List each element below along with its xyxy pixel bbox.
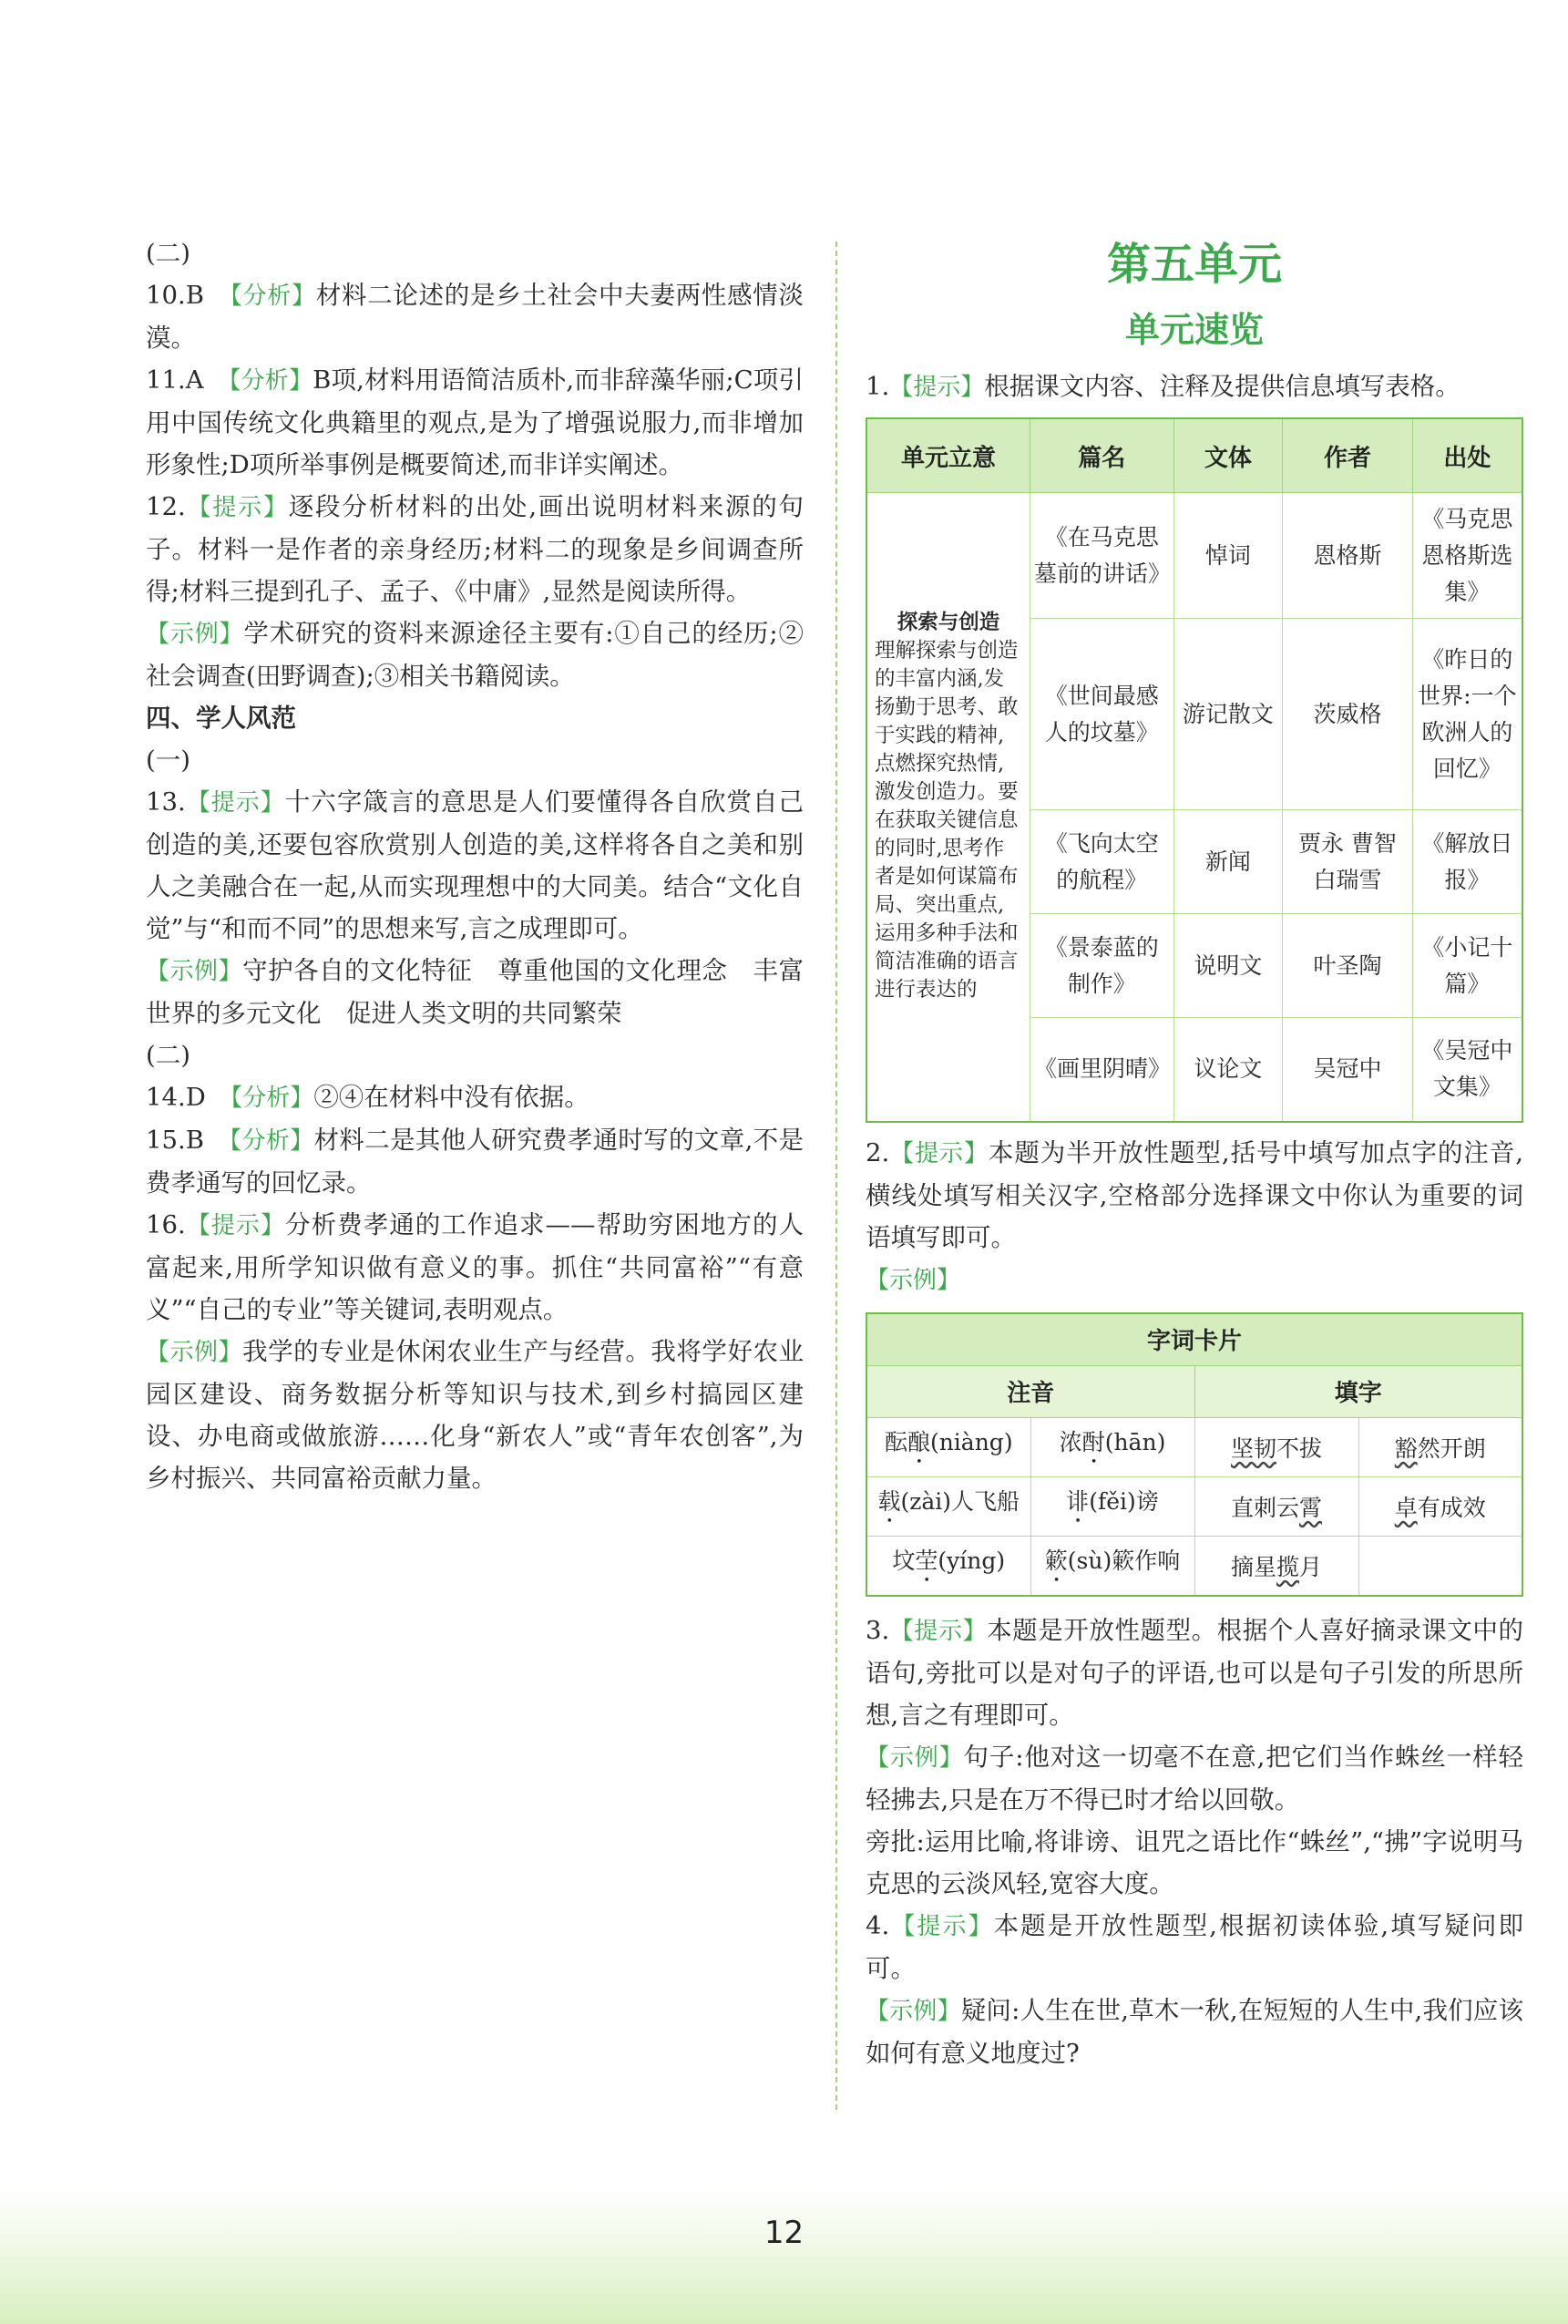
- cell-source: 《小记十篇》: [1412, 914, 1522, 1018]
- unit-aim-cell: [866, 493, 1030, 1122]
- example-2: [866, 1259, 1523, 1301]
- word-cell: 浓酎(hān): [1030, 1417, 1194, 1476]
- cell-source: 《马克思恩格斯选集》: [1412, 493, 1522, 619]
- table-row: [866, 493, 1522, 619]
- right-column: [866, 232, 1523, 2074]
- annotation-3: 旁批:运用比喻,将诽谤、诅咒之语比作“蛛丝”,“拂”字说明马克思的云淡风轻,宽容大度。: [866, 1826, 1523, 1898]
- cell-author: 吴冠中: [1283, 1018, 1413, 1122]
- section-marker: (二): [146, 1041, 190, 1070]
- header-genre: 文体: [1173, 418, 1283, 493]
- aim-text: 理解探索与创造的丰富内涵,发扬勤于思考、敢于实践的精神,点燃探究热情,激发创造力。要在获取关键信息的同时,思考作者是如何谋篇布局、突出重点,运用多种手法和简洁准确的语言进行表达的: [875, 639, 1019, 1003]
- cell-author: 贾永 曹智 白瑞雪: [1283, 810, 1413, 914]
- example-tag: 【示例】: [146, 621, 244, 648]
- cell-genre: 悼词: [1173, 493, 1283, 619]
- analysis-tag: 【分析】: [231, 1085, 314, 1112]
- column-divider: [835, 242, 837, 2110]
- cell-title: 《在马克思墓前的讲话》: [1030, 493, 1174, 619]
- word-cell: 卓有成效: [1358, 1476, 1522, 1536]
- analysis-tag: 【分析】: [230, 1127, 314, 1155]
- table-header-row: [866, 418, 1522, 493]
- analysis-tag: 【分析】: [229, 367, 313, 395]
- word-cell-empty: [1358, 1536, 1522, 1596]
- cell-title: 《飞向太空的航程》: [1030, 810, 1174, 914]
- aim-title: 探索与创造: [897, 611, 1000, 635]
- cell-author: 茨威格: [1283, 619, 1413, 810]
- word-cell: 坟茔(yíng): [866, 1536, 1030, 1596]
- example-4: 【示例】疑问:人生在世,草木一秋,在短短的人生中,我们应该如何有意义地度过?: [866, 1995, 1523, 2068]
- table-row: [866, 1417, 1522, 1476]
- cell-title: 《世间最感人的坟墓》: [1030, 619, 1174, 810]
- word-cell: 簌(sù)簌作响: [1030, 1536, 1194, 1596]
- example-tag: 【示例】: [146, 958, 243, 985]
- cell-source: 《吴冠中文集》: [1412, 1018, 1522, 1122]
- hint-tag: 【提示】: [185, 1212, 286, 1239]
- cell-author: 叶圣陶: [1283, 914, 1413, 1018]
- cell-title: 《画里阴晴》: [1030, 1018, 1174, 1122]
- hint-tag: 【提示】: [889, 1139, 989, 1167]
- word-cell: 豁然开朗: [1358, 1417, 1522, 1476]
- analysis-tag: 【分析】: [230, 283, 316, 310]
- header-author: 作者: [1283, 418, 1413, 493]
- word-cell: 载(zài)人飞船: [866, 1476, 1030, 1536]
- question-2: 2.【提示】本题为半开放性题型,括号中填写加点字的注音,横线处填写相关汉字,空格部分选择课文中你认为重要的词语填写即可。: [866, 1137, 1523, 1252]
- example-tag: 【示例】: [866, 1997, 961, 2025]
- answer-12: 12.【提示】逐段分析材料的出处,画出说明材料来源的句子。材料一是作者的亲身经历;材料二的现象是乡间调查所得;材料三提到孔子、孟子、《中庸》,显然是阅读所得。: [146, 492, 804, 606]
- cell-source: 《解放日报》: [1412, 810, 1522, 914]
- question-3: 3.【提示】本题是开放性题型。根据个人喜好摘录课文中的语句,旁批可以是对句子的评语,也可以是句子引发的所思所想,言之有理即可。: [866, 1615, 1523, 1730]
- question-1: 1.【提示】根据课文内容、注释及提供信息填写表格。: [866, 372, 1460, 401]
- pinyin-header: 注音: [866, 1365, 1194, 1417]
- fill-header: 填字: [1194, 1365, 1522, 1417]
- header-source: 出处: [1412, 418, 1522, 493]
- left-column: [146, 232, 804, 1499]
- answer-15: 15.B 【分析】材料二是其他人研究费孝通时写的文章,不是费孝通写的回忆录。: [146, 1126, 804, 1198]
- hint-tag: 【提示】: [889, 1912, 994, 1940]
- answer-10: 10.B 【分析】材料二论述的是乡土社会中夫妻两性感情淡漠。: [146, 281, 804, 353]
- hint-tag: 【提示】: [185, 494, 289, 521]
- example-13: 【示例】守护各自的文化特征 尊重他国的文化理念 丰富世界的多元文化 促进人类文明的共同繁荣: [146, 956, 804, 1028]
- cell-source: 《昨日的世界:一个欧洲人的回忆》: [1412, 619, 1522, 810]
- cell-genre: 议论文: [1173, 1018, 1283, 1122]
- hint-tag: 【提示】: [889, 374, 985, 401]
- word-cell: 摘星揽月: [1194, 1536, 1358, 1596]
- example-12: 【示例】学术研究的资料来源途径主要有:①自己的经历;②社会调查(田野调查);③相关书籍阅读。: [146, 619, 804, 691]
- section-heading: 四、学人风范: [146, 704, 296, 733]
- header-title: 篇名: [1030, 418, 1174, 493]
- cell-genre: 新闻: [1173, 810, 1283, 914]
- word-card-caption: 字词卡片: [866, 1313, 1522, 1366]
- word-cell: 直刺云霄: [1194, 1476, 1358, 1536]
- word-card-table: [866, 1312, 1523, 1597]
- cell-genre: 游记散文: [1173, 619, 1283, 810]
- page-number: 12: [764, 2215, 804, 2251]
- question-4: 4.【提示】本题是开放性题型,根据初读体验,填写疑问即可。: [866, 1910, 1523, 1983]
- section-marker: (一): [146, 746, 190, 775]
- answer-16: 16.【提示】分析费孝通的工作追求——帮助穷困地方的人富起来,用所学知识做有意义的事。抓住“共同富裕”“有意义”“自己的专业”等关键词,表明观点。: [146, 1210, 804, 1324]
- cell-author: 恩格斯: [1283, 493, 1413, 619]
- unit-title: 第五单元: [1106, 239, 1282, 290]
- unit-overview-table: [866, 417, 1523, 1123]
- example-3: 【示例】句子:他对这一切毫不在意,把它们当作蛛丝一样轻轻拂去,只是在万不得已时才给以回敬。: [866, 1742, 1523, 1815]
- example-tag: 【示例】: [866, 1266, 961, 1294]
- cell-genre: 说明文: [1173, 914, 1283, 1018]
- answer-14: 14.D 【分析】②④在材料中没有依据。: [146, 1083, 589, 1112]
- table-row: [866, 1536, 1522, 1596]
- example-tag: 【示例】: [146, 1339, 243, 1366]
- cell-title: 《景泰蓝的制作》: [1030, 914, 1174, 1018]
- example-16: 【示例】我学的专业是休闲农业生产与经营。我将学好农业园区建设、商务数据分析等知识与技术,到乡村搞园区建设、办电商或做旅游……化身“新农人”或“青年农创客”,为乡村振兴、共同富裕贡献力量。: [146, 1337, 804, 1493]
- header-aim: 单元立意: [866, 418, 1030, 493]
- example-tag: 【示例】: [866, 1743, 964, 1772]
- hint-tag: 【提示】: [185, 789, 285, 817]
- answer-13: 13.【提示】十六字箴言的意思是人们要懂得各自欣赏自己创造的美,还要包容欣赏别人创造的美,这样将各自之美和别人之美融合在一起,从而实现理想中的大同美。结合“文化自觉”与“和而不同”的思想来写,言之成理即可。: [146, 787, 804, 943]
- hint-tag: 【提示】: [889, 1617, 988, 1645]
- word-cell: 酝酿(niàng): [866, 1417, 1030, 1476]
- unit-subtitle: 单元速览: [1124, 310, 1264, 350]
- section-marker: (二): [146, 239, 190, 268]
- word-cell: 坚韧不拔: [1194, 1417, 1358, 1476]
- table-row: [866, 1476, 1522, 1536]
- answer-11: 11.A 【分析】B项,材料用语简洁质朴,而非辞藻华丽;C项引用中国传统文化典籍里的观点,是为了增强说服力,而非增加形象性;D项所举事例是概要简述,而非详实阐述。: [146, 365, 804, 479]
- word-cell: 诽(fěi)谤: [1030, 1476, 1194, 1536]
- footer-gradient-band: [0, 2187, 1568, 2324]
